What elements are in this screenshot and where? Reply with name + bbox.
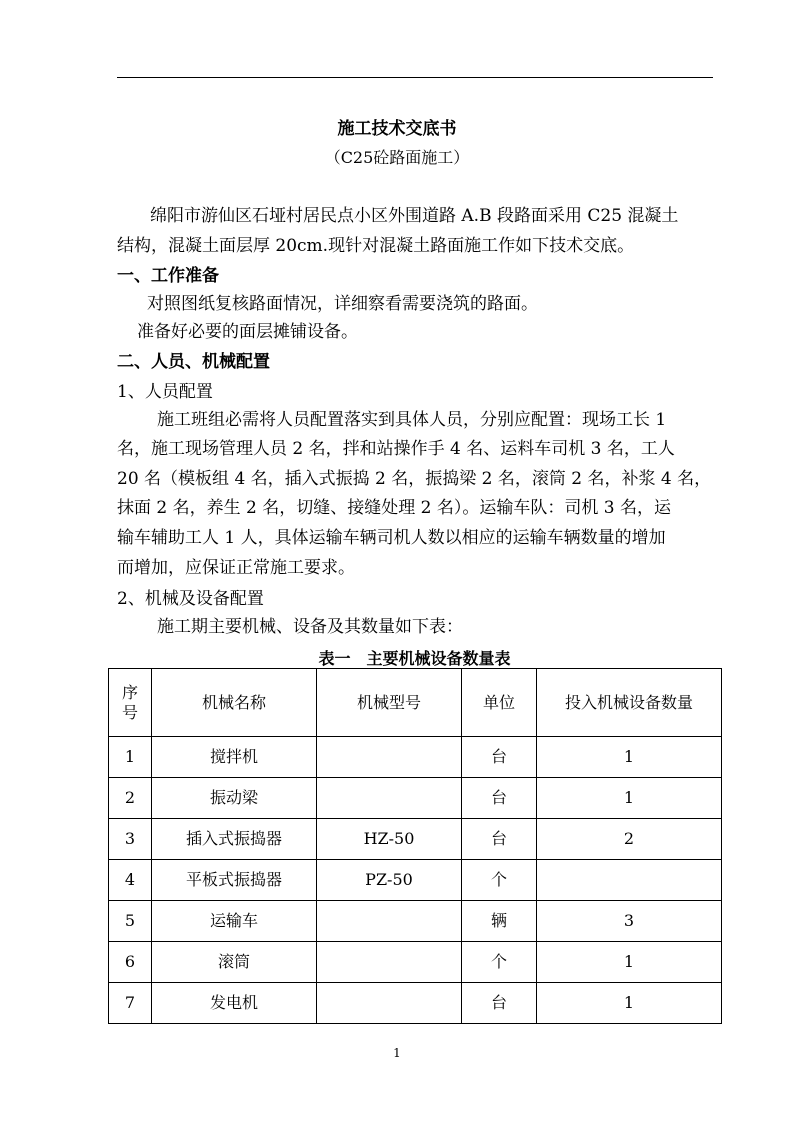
section-2-sub-2: 2、机械及设备配置 (117, 589, 264, 609)
cell-model (317, 942, 462, 983)
personnel-line-3: 20 名（模板组 4 名，插入式振捣 2 名，振捣梁 2 名，滚筒 2 名，补浆 4 名， (117, 469, 712, 489)
table-row (109, 983, 722, 1024)
cell-quantity: 1 (537, 983, 722, 1024)
equipment-table (108, 668, 722, 1024)
cell-quantity: 1 (537, 942, 722, 983)
cell-name: 插入式振捣器 (152, 819, 317, 860)
cell-index: 2 (109, 778, 152, 819)
equipment-intro: 施工期主要机械、设备及其数量如下表： (157, 617, 463, 637)
cell-model (317, 901, 462, 942)
cell-unit: 台 (462, 983, 537, 1024)
cell-unit: 个 (462, 942, 537, 983)
cell-index: 5 (109, 901, 152, 942)
cell-quantity (537, 860, 722, 901)
intro-line-1: 绵阳市游仙区石垭村居民点小区外围道路 A.B 段路面采用 C25 混凝土 (150, 206, 679, 226)
table-row (109, 737, 722, 778)
header-cell-name: 机械名称 (152, 669, 317, 737)
cell-unit: 台 (462, 819, 537, 860)
cell-unit: 台 (462, 737, 537, 778)
cell-index: 6 (109, 942, 152, 983)
section-1-line-2: 准备好必要的面层摊铺设备。 (137, 322, 358, 342)
cell-unit: 台 (462, 778, 537, 819)
cell-name: 滚筒 (152, 942, 317, 983)
page-number: 1 (393, 1046, 401, 1060)
section-2-heading: 二、人员、机械配置 (117, 352, 270, 372)
table-row (109, 901, 722, 942)
intro-line-2: 结构，混凝土面层厚 20cm.现针对混凝土路面施工作如下技术交底。 (117, 236, 635, 256)
cell-name: 发电机 (152, 983, 317, 1024)
cell-name: 搅拌机 (152, 737, 317, 778)
table-row (109, 860, 722, 901)
cell-unit: 辆 (462, 901, 537, 942)
table-caption: 表一 主要机械设备数量表 (318, 649, 511, 668)
cell-quantity: 2 (537, 819, 722, 860)
header-cell-quantity: 投入机械设备数量 (537, 669, 722, 737)
header-rule (117, 77, 713, 78)
cell-unit: 个 (462, 860, 537, 901)
table-header-row (109, 669, 722, 737)
cell-name: 平板式振捣器 (152, 860, 317, 901)
cell-model (317, 983, 462, 1024)
section-1-line-1: 对照图纸复核路面情况，详细察看需要浇筑的路面。 (147, 294, 538, 314)
cell-model (317, 737, 462, 778)
cell-quantity: 1 (537, 778, 722, 819)
cell-model (317, 778, 462, 819)
cell-model: PZ-50 (317, 860, 462, 901)
table-row (109, 778, 722, 819)
personnel-line-2: 名，施工现场管理人员 2 名，拌和站操作手 4 名、运料车司机 3 名，工人 (117, 439, 675, 459)
personnel-line-6: 而增加，应保证正常施工要求。 (117, 558, 355, 578)
personnel-line-5: 输车辅助工人 1 人，具体运输车辆司机人数以相应的运输车辆数量的增加 (117, 528, 666, 548)
document-subtitle: （C25砼路面施工） (324, 148, 470, 167)
header-cell-index: 序 号 (109, 669, 152, 737)
table-row (109, 942, 722, 983)
cell-model: HZ-50 (317, 819, 462, 860)
cell-name: 运输车 (152, 901, 317, 942)
cell-index: 7 (109, 983, 152, 1024)
cell-index: 4 (109, 860, 152, 901)
cell-index: 1 (109, 737, 152, 778)
section-2-sub-1: 1、人员配置 (117, 382, 213, 402)
cell-quantity: 3 (537, 901, 722, 942)
table-row (109, 819, 722, 860)
personnel-line-4: 抹面 2 名，养生 2 名，切缝、接缝处理 2 名）。运输车队：司机 3 名，运 (117, 498, 671, 518)
section-1-heading: 一、工作准备 (117, 266, 219, 286)
personnel-line-1: 施工班组必需将人员配置落实到具体人员，分别应配置：现场工长 1 (157, 410, 667, 430)
cell-index: 3 (109, 819, 152, 860)
cell-name: 振动梁 (152, 778, 317, 819)
cell-quantity: 1 (537, 737, 722, 778)
header-cell-unit: 单位 (462, 669, 537, 737)
document-title: 施工技术交底书 (337, 119, 457, 139)
header-cell-model: 机械型号 (317, 669, 462, 737)
